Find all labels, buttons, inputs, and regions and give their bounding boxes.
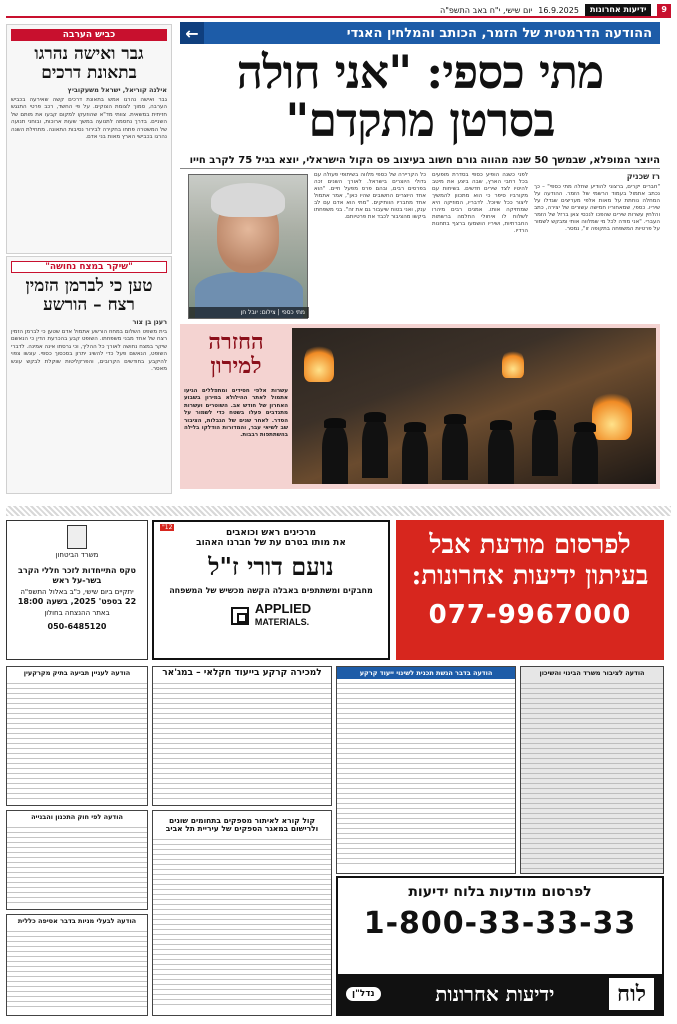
legal-notice <box>6 914 148 1016</box>
red-ad-line-2: בעיתון ידיעות אחרונות: <box>411 561 649 591</box>
meron-photo <box>292 328 656 484</box>
brand-label: ידיעות אחרונות <box>435 981 555 1006</box>
legal-notice <box>152 666 332 806</box>
photo-hair <box>211 183 285 217</box>
memorial-contact: 050-6485120 <box>47 622 107 631</box>
memorial-title: טקס התייחדות לזכר חללי הקרב בשר-על ראש <box>18 566 136 585</box>
article-kicker <box>180 22 660 44</box>
notice-title: הודעה לציבור משרד הבינוי והשיכון <box>539 669 645 677</box>
article-column-1: "חברים יקרים, ברצוני להודיע שחלה מתי כספי" – כך נכתב אתמול בעמוד הרשמי של הזמר. ההודעה על המחלה נוחתת על מאות אלפי מעריצים שגדלו על שיריו. כספי, שמאחוריו חמישה עשורים של יצירה, כתב והלחין עשרות שירים שהפכו לנכסי צאן ברזל של הזמר העברי. "אני מודה לכל מי שמלווה אותי ומבקש לשמור על פרטיות המשפחה בתקופה זו", נמסר. <box>534 184 660 232</box>
legal-notice <box>336 666 516 874</box>
board-label: לוח <box>609 978 654 1010</box>
hat-shape <box>534 410 556 420</box>
obituary-ad <box>396 520 664 660</box>
memorial-line-3: 22 בספט' 2025, בשעה 18:00 <box>17 597 137 606</box>
portrait-photo <box>188 174 308 319</box>
crowd-figure <box>488 426 514 484</box>
notice-body <box>337 679 515 867</box>
crowd-figure <box>402 428 428 484</box>
red-ad-line-1: לפרסום מודעת אבל <box>429 530 631 560</box>
condolence-ad <box>152 520 390 660</box>
issue-date: 16.9.2025 <box>538 5 579 15</box>
legal-notice <box>6 666 148 806</box>
bonfire-icon <box>304 342 334 382</box>
memorial-notice <box>6 520 148 660</box>
crowd-figure <box>322 424 348 484</box>
meron-title-line-2: למירון <box>210 353 262 379</box>
legal-notice <box>520 666 664 874</box>
sidebar-title: טען כי לברמן הזמין רצח – הורשע <box>25 276 153 315</box>
legal-notice <box>6 810 148 910</box>
sidebar-title: גבר ואישה נהרגו בתאונת דרכים <box>34 44 144 83</box>
crowd-figure <box>532 416 558 476</box>
arrow-left-icon: ← <box>180 22 204 44</box>
crowd-figure <box>362 418 388 478</box>
meron-title <box>184 330 288 378</box>
photo-caption: מתי כספי | צילום: יובל חן <box>189 307 309 318</box>
page-number: 9 <box>657 4 671 16</box>
sidebar-byline: אילנה קוריאל, ישראל משעקוביץ <box>67 86 167 94</box>
bonfire-icon <box>502 348 524 378</box>
logo-text-bottom: MATERIALS. <box>254 617 310 627</box>
notice-body <box>153 679 331 801</box>
notice-title: הודעה לבעלי מניות בדבר אסיפה כללית <box>17 917 137 925</box>
headline-line-2: בסרטן מתקדם" <box>285 93 555 148</box>
sidebar-tag: "שיקר במצח נחושה" <box>11 261 167 273</box>
hat-shape <box>490 420 512 430</box>
article-headline <box>180 45 660 148</box>
kicker-text: ההודעה הדרמטית של הזמר, הכותב והמלחין האגדי <box>346 25 652 41</box>
notice-body <box>521 679 663 869</box>
condolence-line-1: מרכינים ראש וכואבים <box>226 528 316 538</box>
applied-materials-logo <box>160 603 382 628</box>
article-subhead: היוצר המופלא, שבמשך 50 שנה מהווה גורם חשוב בעיצוב פס הקול הישראלי, יוצא בגיל 75 לקרב חייו <box>180 155 660 169</box>
headline-line-1: מתי כספי: "אני חולה <box>236 45 604 99</box>
memorial-line-4: באתר ההנצחה בחולון <box>44 609 110 617</box>
crowd-figure <box>572 428 598 484</box>
sidebar-tag: כביש הערבה <box>11 29 167 41</box>
notice-body <box>153 835 331 1005</box>
hebrew-date: יום שישי, י"ח באב התשפ"ה <box>439 5 533 15</box>
notice-body <box>7 927 147 1011</box>
notice-body <box>7 679 147 801</box>
hat-shape <box>404 422 426 432</box>
page-header <box>6 4 671 18</box>
notice-title: קול קורא לאיתור מספקים בתחומים שונים ולרישום במאגר הספקים של עיריית תל אביב <box>165 816 319 833</box>
section-divider <box>6 506 671 516</box>
classifieds-strip <box>338 974 662 1014</box>
classifieds-phone: 1-800-33-33-33 <box>363 906 637 941</box>
notice-title: הודעה לפי חוק התכנון והבנייה <box>31 813 123 821</box>
ad-size-badge: 12" <box>162 524 173 531</box>
hat-shape <box>324 418 346 428</box>
suppliers-notice <box>152 810 332 1016</box>
logo-mark-icon <box>231 607 249 625</box>
sidebar-text: גבר ואישה נהרגו אמש בתאונת דרכים קשה שאירעה בכביש הערבה, סמוך לצומת הצוקים. על פי החשד, רכב פרטי התנגש חזיתית במשאית. צוותי מד"א שהוזעקו למקום קבעו את מותם של השניים. בדרך נחסמה לתנועה במשך שעות ארוכות, ובוחני תנועה של המשטרה פתחו בחקירה לבירור נסיבות התאונה. מתחילת השנה נהרגו בכבישי הארץ מאות בני אדם. <box>11 97 167 141</box>
meron-title-line-1: החזרה <box>208 329 264 355</box>
sidebar-text: בית משפט השלום במחוז הורשע אתמול אדם שטען כי לברמן הזמין רצח של אחד מבני משפחתו. השופט קבע בהכרעת הדין כי הנאשם שיקר במצח נחושה לאורך כל ההליך, וכי גרסתו אינה אמינה. לדברי השופט, הנאשם פעל כדי להשיג יתרון בסכסוך כספי. עונשו צפוי להיקבע בחודשים הקרובים, והפרקליטות שוקלת לבקש עונש מאסר. <box>11 329 167 373</box>
hat-shape <box>574 422 596 432</box>
red-ad-phone: 077-9967000 <box>428 600 632 630</box>
notice-title: הודעה בדבר הגשת תכנית לשינוי ייעוד קרקע <box>337 667 515 679</box>
emblem-icon <box>67 525 87 549</box>
classifieds-line-1: לפרסום מודעות בלוח ידיעות <box>408 884 592 900</box>
notice-title: הודעה לעניין תביעה בתיק מקרקעין <box>23 669 131 677</box>
sidebar-story-top <box>6 24 172 254</box>
classifieds-ad <box>336 876 664 1016</box>
bonfire-icon <box>592 388 632 440</box>
sidebar-story-bottom <box>6 256 172 494</box>
meron-text: עשרות אלפי חסידים ומתפללים הגיעו אתמול לאתר ההילולא במירון בשבוע האחרון של חודש אב. השוטרים ועשרות מתנדבים פעלו בשטח כדי לשמור על הסדר. לאחר שנים של הגבלות, הציבור שב לשיאי עבר, והמדורות הודלקו בלילה בהשתתפות רבבות. <box>184 388 288 439</box>
memorial-line-2: יתקיים ביום שישי, כ"ב באלול התשפ"ה <box>20 588 134 596</box>
condolence-line-4: מחבקים ומשתתפים באבלה הקשה מכשיש של המשפחה <box>169 586 373 595</box>
partner-badge: נדל"ן <box>346 987 381 1001</box>
article-byline: רז שכניק <box>626 172 660 181</box>
hat-shape <box>364 412 386 422</box>
notice-body <box>7 823 147 905</box>
brand-label: ידיעות אחרונות <box>585 4 651 16</box>
crowd-figure <box>442 420 468 480</box>
memorial-org: משרד הביטחון <box>55 551 99 559</box>
notice-title: למכירה קרקע בייעוד חקלאי – במג'אר <box>162 668 322 678</box>
hat-shape <box>444 414 466 424</box>
article-column-2: לפני כשנה הופיע כספי בסדרת מופעים בכל רחבי הארץ, שבה ביצע את מיטב להיטיו לצד שירים חדשים. בשיחות עם מקורביו סיפר כי הוא מתכוון להמשיך ליצור ככל שיוכל. לדבריו, המוזיקה היא שמחזיקה אותו. אמנים רבים מיהרו לשלוח לו איחולי החלמה ברשתות החברתיות, ושיריו הושמעו ברצף בתחנות הרדיו. <box>432 172 528 234</box>
condolence-line-2: את מותו בטרם עת של חברנו האהוב <box>196 538 346 548</box>
article-column-3: כל הקריירה של כספי מלווה בשיתופי פעולה עם גדולי היוצרים בישראל. לאורך השנים זכה בפרסים רבים, ובהם פרס מפעל חיים. "הוא אחד היוצרים החשובים שהיו כאן", אמר אתמול אחד מחבריו הוותיקים. "מתי הוא אדם עם לב ענק, ואני בטוח שיעבור גם את זה". בני משפחתו ביקשו מהציבור לכבד את פרטיותם. <box>314 172 426 220</box>
deceased-name: נועם דורי ז"ל <box>208 552 334 581</box>
logo-text <box>255 603 311 628</box>
sidebar-byline: רענן בן צור <box>132 318 167 326</box>
logo-text-top: APPLIED <box>254 601 312 616</box>
